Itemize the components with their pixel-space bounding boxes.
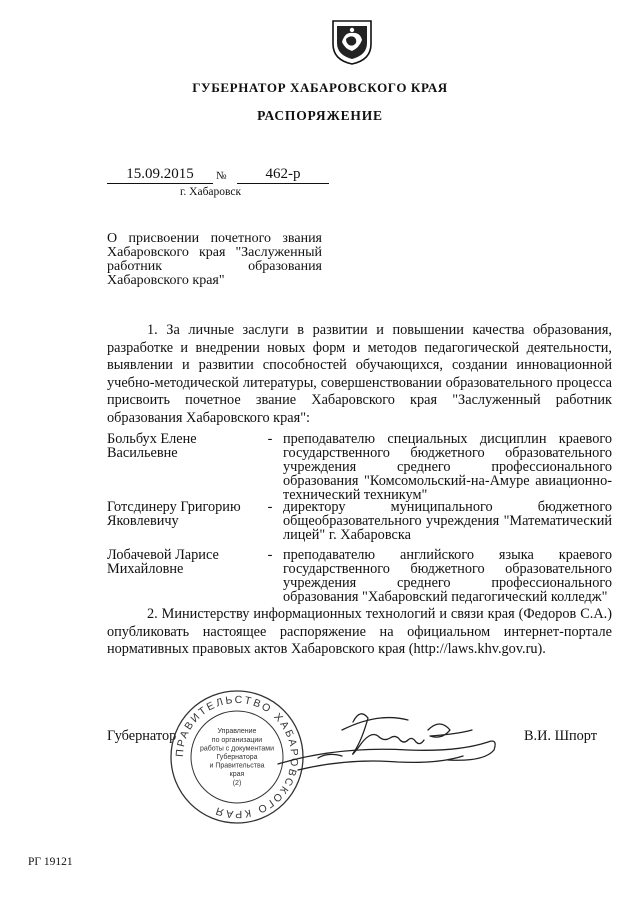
signer-name: В.И. Шпорт [524,728,598,744]
awardee-name: Лобачевой Ларисе Михайловне [107,547,219,577]
signer-title: Губернатор [107,728,177,744]
document-date: 15.09.2015 [107,166,213,184]
awardee-name: Больбух Елене Васильевне [107,431,197,461]
svg-text:ПРАВИТЕЛЬСТВО ХАБАРОВСКОГО КРА: ПРАВИТЕЛЬСТВО ХАБАРОВСКОГО КРАЯ [173,693,301,821]
paragraph-2: 2. Министерству информационных технологий и связи края (Федоров С.А.) опубликовать настоящее распоряжение на официальном интернет-портале нормативных правовых актов Хабаровского края (http://laws.khv.gov.ru). [107,606,612,657]
seal-center-line: по организации [211,736,263,744]
document-number: 462-р [237,166,329,184]
document-subject: О присвоении почетного звания Хабаровского края "Заслуженный работник образования Хабаровского края" [107,231,322,288]
document-city: г. Хабаровск [180,186,242,198]
seal-center-line: и Правительства [209,762,265,770]
seal-center-line: края [229,771,245,779]
seal-center-line: работы с документами [199,745,275,753]
document-type: РАСПОРЯЖЕНИЕ [257,108,383,123]
number-sign: № [216,170,227,182]
paragraph-1: 1. За личные заслуги в развитии и повышении качества образования, разработке и внедрении новых форм и методов педагогической деятельности, выявлении и развитии способностей обучающихся, создании инновационной учебно-методической литературы, совершенствовании образовательного процесса присвоить почетное звание Хабаровского края "Заслуженный работник образования Хабаровского края": [107,322,612,426]
awardee-description: преподавателю английского языка краевого государственного бюджетного образовательного учреждения среднего профессионального образования "Хабаровский педагогический колледж" [283,547,612,605]
seal-center-line: (2) [232,779,242,787]
awardee-dash: - [267,547,273,563]
awardee-dash: - [267,431,273,447]
coat-of-arms-icon [330,18,374,66]
issuer-title: ГУБЕРНАТОР ХАБАРОВСКОГО КРАЯ [192,80,448,95]
awardee-dash: - [267,499,273,515]
awardee-description: директору муниципального бюджетного общеобразовательного учреждения "Математический лицей" г. Хабаровска [283,499,612,543]
seal-center-line: Губернатора [216,754,258,761]
seal-center-line: Управление [217,728,257,736]
handwritten-signature [258,700,508,790]
registration-number: РГ 19121 [28,856,73,868]
awardee-name: Готсдинеру Григорию Яковлевичу [107,499,241,529]
awardee-description: преподавателю специальных дисциплин краевого государственного бюджетного образовательного учреждения среднего профессионального образования "Комсомольский-на-Амуре авиационно-технический техникум" [283,431,612,503]
